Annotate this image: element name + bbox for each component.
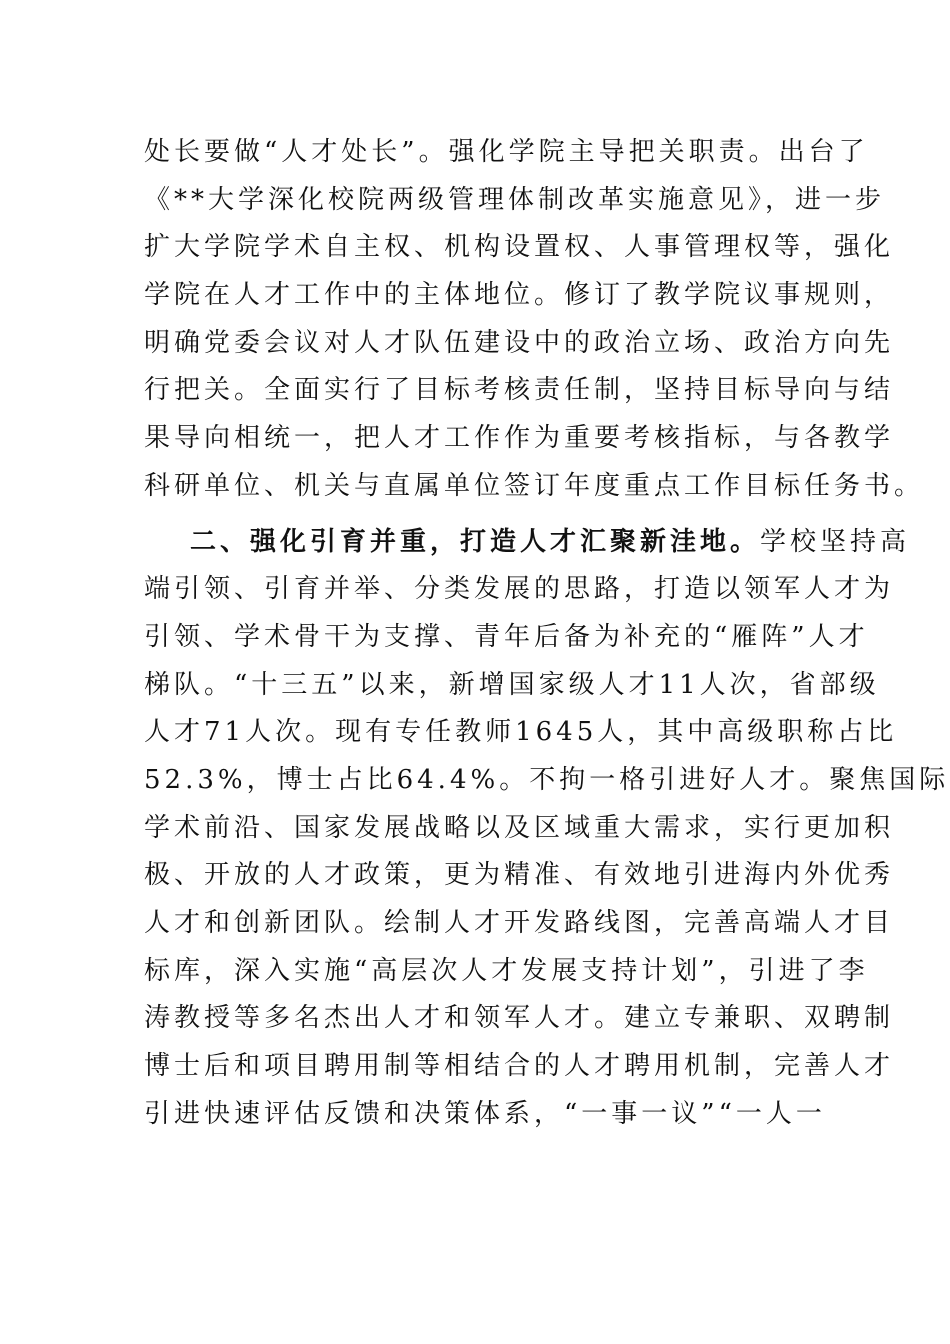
paragraph-2 [144,519,950,1139]
text-line: 梯队。“十三五”以来，新增国家级人才11人次，省部级 [144,669,880,700]
text-line: 引领、学术骨干为支撑、青年后备为补充的“雁阵”人才 [144,621,869,652]
text-line: 博士后和项目聘用制等相结合的人才聘用机制，完善人才 [144,1051,895,1082]
text-line: 人才71人次。现有专任教师1645人，其中高级职称占比 [144,717,898,748]
text-line: 极、开放的人才政策，更为精准、有效地引进海内外优秀 [144,860,895,891]
text-line-first [144,519,911,567]
text-line: 明确党委会议对人才队伍建设中的政治立场、政治方向先 [144,327,895,358]
text-line: 标库，深入实施“高层次人才发展支持计划”，引进了李 [144,955,869,986]
heading-continuation: 学校坚持高 [760,526,911,557]
text-line: 人才和创新团队。绘制人才开发路线图，完善高端人才目 [144,908,895,938]
text-line: 引进快速评估反馈和决策体系，“一事一议”“一人一 [144,1098,826,1129]
text-line: 端引领、引育并举、分类发展的思路，打造以领军人才为 [144,574,895,605]
text-line: 涛教授等多名杰出人才和领军人才。建立专兼职、双聘制 [144,1003,895,1034]
text-line: 处长要做“人才处长”。强化学院主导把关职责。出台了 [144,137,869,167]
text-line: 学术前沿、国家发展战略以及区域重大需求，实行更加积 [144,812,895,843]
paragraph-gap [144,511,844,519]
paragraph-1 [144,129,925,511]
text-line: 行把关。全面实行了目标考核责任制，坚持目标导向与结 [144,375,895,406]
document-body [144,129,950,1138]
text-line: 科研单位、机关与直属单位签订年度重点工作目标任务书。 [144,470,925,501]
text-line: 52.3%，博士占比64.4%。不拘一格引进好人才。聚焦国际 [144,764,950,795]
text-line: 扩大学院学术自主权、机构设置权、人事管理权等，强化 [144,232,895,263]
text-line: 果导向相统一，把人才工作作为重要考核指标，与各教学 [144,423,895,454]
text-line: 学院在人才工作中的主体地位。修订了教学院议事规则， [144,280,895,311]
section-heading: 二、强化引育并重，打造人才汇聚新洼地。 [190,526,761,557]
text-line: 《**大学深化校院两级管理体制改革实施意见》，进一步 [144,184,886,215]
